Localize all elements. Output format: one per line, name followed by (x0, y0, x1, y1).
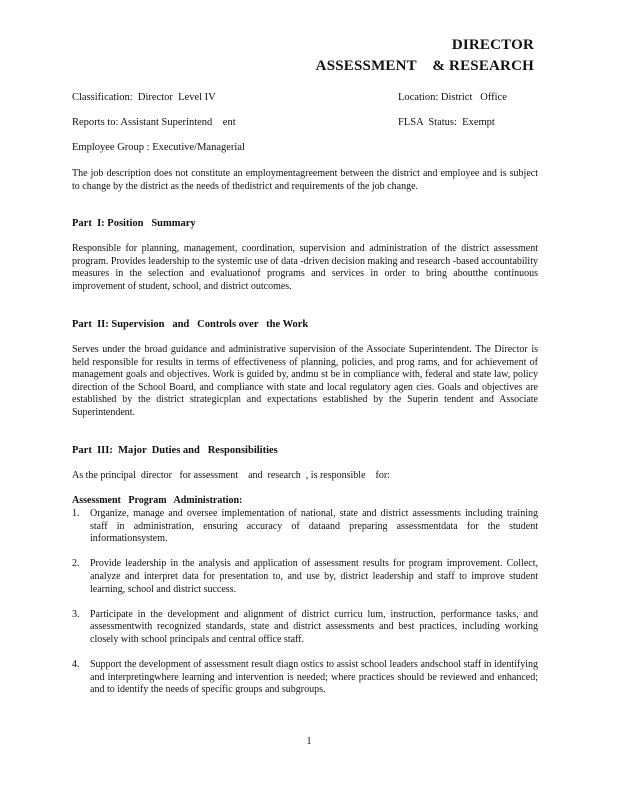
list-item-number: 1. (72, 508, 80, 519)
list-item-text: Provide leadership in the analysis and application of assessment results for program improvement. Collect, analyze and interpret data for presentation to, and use by, district leadership and staff to improve student learning, school and district success. (90, 558, 538, 595)
employee-group: Employee Group : Executive/Managerial (72, 142, 245, 153)
part-3-heading: Part III: Major Duties and Responsibilities (72, 445, 278, 456)
duties-list (72, 508, 538, 710)
list-item (72, 659, 538, 697)
document-title-line-2: ASSESSMENT & RESEARCH (315, 58, 534, 74)
reports-to: Reports to: Assistant Superintend ent (72, 117, 236, 128)
part-2-heading: Part II: Supervision and Controls over the Work (72, 319, 309, 330)
list-item-text: Participate in the development and alignment of district curricu lum, instruction, performance tasks, and assessmentwith recognized standards, state and district assessments and best practices, including working closely with school principals and central office staff. (90, 608, 538, 645)
assessment-program-heading: Assessment Program Administration: (72, 495, 243, 506)
part-1-heading: Part I: Position Summary (72, 218, 196, 229)
list-item-number: 3. (72, 608, 80, 620)
flsa-status: FLSA Status: Exempt (398, 117, 495, 128)
list-item-number: 4. (72, 659, 80, 671)
list-item-text: Organize, manage and oversee implementation of national, state and district assessments including training staff in administration, ensuring accuracy of dataand preparing assessmentdata for the student informationsystem. (90, 508, 538, 545)
location: Location: District Office (398, 92, 507, 103)
list-item (72, 508, 538, 546)
list-item (72, 609, 538, 647)
document-title-line-1: DIRECTOR (451, 37, 534, 53)
list-item-text: Support the development of assessment result diagn ostics to assist school leaders andschool staff in identifying and interpretingwhere learning and intervention is needed; where practices should be reviewed and enhanced; and to identify the needs of specific groups and subgroups. (90, 659, 538, 696)
intro-disclaimer: The job description does not constitute an employmentagreement between the district and employee and is subject to change by the district as the needs of thedistrict and requirements of the job change. (72, 168, 538, 192)
classification: Classification: Director Level IV (72, 92, 216, 103)
part-3-lead: As the principal director for assessment and research , is responsible for: (72, 470, 390, 481)
part-1-text: Responsible for planning, management, coordination, supervision and administration of the district assessment program. Provides leadership to the systemic use of data -driven decision making and research -based accountability measures in the selection and evaluationof programs and services in order to bring aboutthe continuous improvement of student, school, and district outcomes. (72, 243, 538, 292)
part-2-text: Serves under the broad guidance and administrative supervision of the Associate Superintendent. The Director is held responsible for results in terms of effectiveness of planning, policies, and prog rams, and for achievement of management goals and objectives. Work is guided by, andmu st be in compliance with, federal and state law, policy direction of the School Board, and compliance with state and local regulatory agen cies. Goals and objectives are established by the district strategicplan and expectations established by the Superin tendent and Associate Superintendent. (72, 344, 538, 418)
list-item (72, 558, 538, 596)
page-number: 1 (306, 736, 312, 747)
list-item-number: 2. (72, 558, 80, 570)
